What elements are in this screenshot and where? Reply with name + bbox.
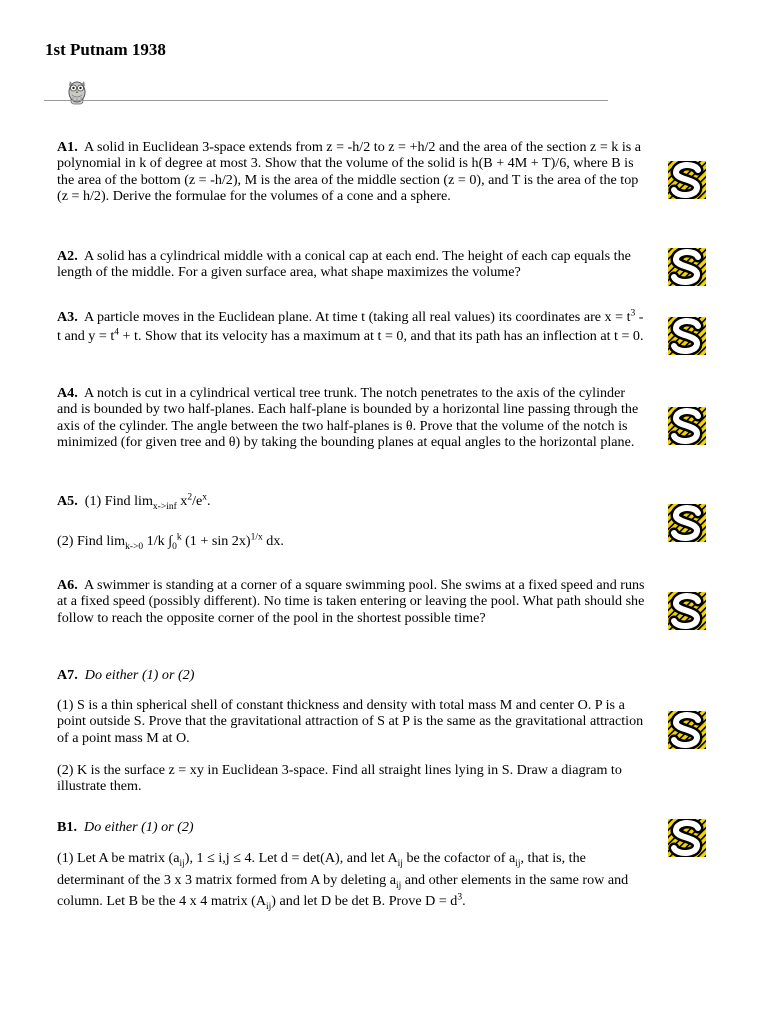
solution-s-icon[interactable]: [665, 818, 709, 858]
problem-choice-note: Do either (1) or (2): [84, 667, 195, 683]
problem-label: A2.: [57, 248, 78, 264]
problem-a5-part2: [57, 532, 647, 552]
exponent: x: [202, 492, 207, 503]
problem-label: A3.: [57, 309, 78, 325]
problem-label: A1.: [57, 139, 78, 155]
problem-text: dx.: [262, 533, 284, 549]
problem-a7-part2: [57, 762, 647, 795]
exponent: 3: [630, 308, 636, 319]
problem-text: , that is, the determinant of the 3 x 3 matrix formed from A by deleting a: [57, 850, 586, 888]
problem-text: (1) Let A be matrix (a: [57, 850, 180, 866]
solution-s-icon[interactable]: [665, 503, 709, 543]
problem-text: A particle moves in the Euclidean plane. At time t (taking all real values) its coordinates are x = t: [84, 309, 631, 325]
subscript: k->0: [125, 541, 144, 552]
exponent: 1/x: [250, 532, 263, 543]
solution-s-icon[interactable]: [665, 591, 709, 631]
solution-s-icon[interactable]: [665, 160, 709, 200]
problem-label: A5.: [57, 493, 78, 509]
problem-text: .: [462, 893, 466, 909]
exponent: 2: [187, 492, 193, 503]
problem-text: ) and let D be det B. Prove D = d: [271, 893, 458, 909]
problem-a2: [57, 248, 647, 281]
problem-a4: [57, 385, 647, 450]
problem-text: (1) Find lim: [84, 493, 153, 509]
problem-text: /e: [192, 493, 203, 509]
problem-text: A swimmer is standing at a corner of a square swimming pool. She swims at a fixed speed and runs at a fixed speed (possibly different). No time is taken entering or leaving the pool. What path should she follow to reach the opposite corner of the pool in the shortest possible time?: [57, 577, 645, 626]
problem-label: A4.: [57, 385, 78, 401]
solution-s-icon[interactable]: [665, 247, 709, 287]
subscript: ij: [395, 880, 402, 891]
problem-text: be the cofactor of a: [402, 850, 516, 866]
problem-text: A notch is cut in a cylindrical vertical tree trunk. The notch penetrates to the axis of the cylinder and is bounded by two half-planes. Each half-plane is bounded by a horizontal line passing through the axis of the cylinder. The angle between the two half-planes is θ. Prove that the volume of the notch is minimized (for given tree and θ) by taking the bounding planes at equal angles to the horizontal plane.: [57, 385, 639, 450]
problem-b1: [57, 819, 647, 835]
subscript: ij: [266, 901, 272, 912]
problem-choice-note: Do either (1) or (2): [84, 819, 194, 835]
problem-text: x: [176, 493, 188, 509]
problem-text: .: [207, 493, 211, 509]
problem-b1-part1: [57, 848, 647, 913]
subscript: ij: [397, 858, 403, 869]
problem-a1: [57, 139, 647, 204]
problem-a6: [57, 577, 647, 626]
problem-text: (1 + sin 2x): [181, 533, 251, 549]
problem-label: B1.: [57, 819, 77, 835]
solution-s-icon[interactable]: [665, 316, 709, 356]
problem-a5-part1: [57, 492, 647, 512]
problem-text: A solid in Euclidean 3-space extends from z = -h/2 to z = +h/2 and the area of the section z = k is a polynomial in k of degree at most 3. Show that the volume of the solid is h(B + 4M + T)/6, where B is the area of the bottom (z = -h/2), M is the area of the middle section (z = 0), and T is the area of the top (z = h/2). Derive the formulae for the volumes of a cone and a sphere.: [57, 139, 642, 204]
problem-text: and other elements in the same row and column. Let B be the 4 x 4 matrix (A: [57, 871, 629, 909]
solution-s-icon[interactable]: [665, 710, 709, 750]
problem-text: 1/k ∫: [143, 533, 173, 549]
problem-a3: [57, 308, 647, 345]
page-title: 1st Putnam 1938: [45, 40, 166, 59]
exponent: 3: [457, 892, 463, 903]
problem-text: (2) K is the surface z = xy in Euclidean 3-space. Find all straight lines lying in S. Draw a diagram to illustrate them.: [57, 762, 622, 795]
header-divider: [44, 100, 608, 101]
solution-s-icon[interactable]: [665, 406, 709, 446]
subscript: 0: [172, 541, 177, 552]
problem-a7-part1: [57, 697, 647, 746]
subscript: ij: [179, 858, 185, 869]
exponent: k: [176, 532, 182, 543]
problem-text: + t. Show that its velocity has a maximum at t = 0, and that its path has an inflection at t = 0.: [119, 327, 644, 344]
subscript: ij: [515, 858, 521, 869]
problem-text: (2) Find lim: [57, 533, 126, 549]
exponent: 4: [114, 326, 120, 337]
problem-text: A solid has a cylindrical middle with a conical cap at each end. The height of each cap equals the length of the middle. For a given surface area, what shape maximizes the volume?: [57, 248, 631, 281]
problem-text: (1) S is a thin spherical shell of constant thickness and density with total mass M and center O. P is a point outside S. Prove that the gravitational attraction of S at P is the same as the gravitational attraction of a point mass M at O.: [57, 697, 644, 746]
problem-a7: [57, 667, 647, 683]
problem-text: ), 1 ≤ i,j ≤ 4. Let d = det(A), and let A: [184, 850, 398, 866]
problem-label: A6.: [57, 577, 78, 593]
problem-label: A7.: [57, 667, 78, 683]
subscript: x->inf: [152, 501, 177, 512]
problem-text: - t and y = t: [57, 309, 644, 344]
